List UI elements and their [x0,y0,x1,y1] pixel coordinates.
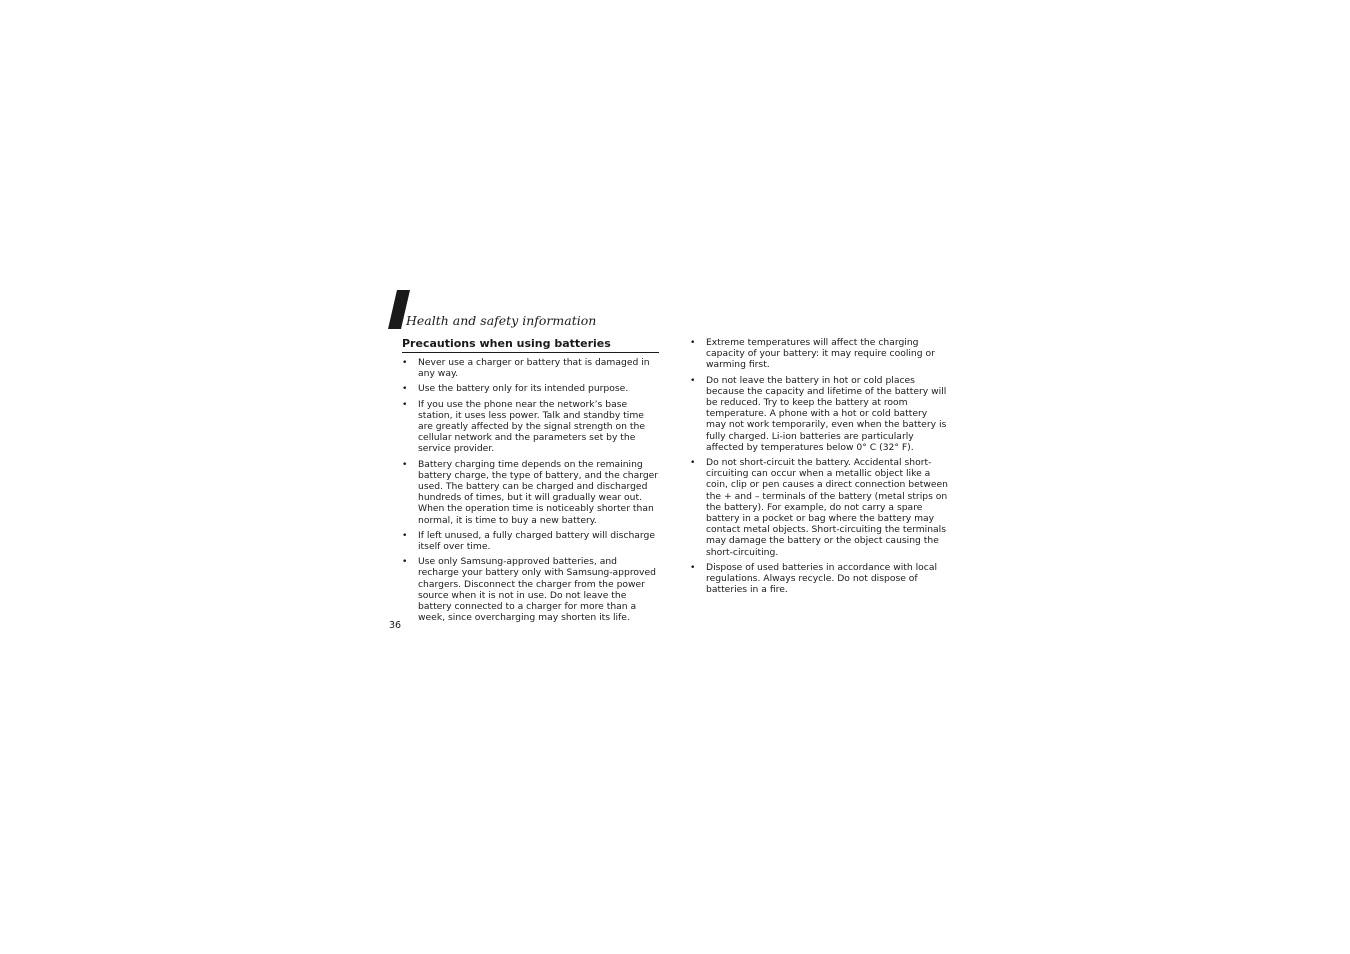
list-item: • Do not leave the battery in hot or cold places because the capacity and lifetime of the battery will be reduced. Try to keep the battery at room temperature. A phone with a hot or cold battery may not work temporarily, even when the battery is fully charged. Li-ion batteries are particularly affected by temperatures below 0° C (32° F). [690,375,948,453]
list-item: • Battery charging time depends on the remaining battery charge, the type of battery, and the charger used. The battery can be charged and discharged hundreds of times, but it will gradually wear out. When the operation time is noticeably shorter than normal, it is time to buy a new battery. [402,459,660,526]
list-item: • Do not short-circuit the battery. Accidental short-circuiting can occur when a metallic object like a coin, clip or pen causes a direct connection between the + and – terminals of the battery (metal strips on the battery). For example, do not carry a spare battery in a pocket or bag where the battery may contact metal objects. Short-circuiting the terminals may damage the battery or the object causing the short-circuiting. [690,457,948,558]
list-item: • Dispose of used batteries in accordance with local regulations. Always recycle. Do not dispose of batteries in a fire. [690,562,948,596]
left-bullet-list [402,357,660,627]
precautions-heading: Precautions when using batteries [402,337,659,353]
right-bullet-list [690,337,948,599]
list-item: • Never use a charger or battery that is damaged in any way. [402,357,660,379]
list-item: • If you use the phone near the network’s base station, it uses less power. Talk and standby time are greatly affected by the signal strength on the cellular network and the parameters set by the service provider. [402,399,660,455]
list-item: • If left unused, a fully charged battery will discharge itself over time. [402,530,660,552]
section-header: Health and safety information [406,313,597,328]
page-number: 36 [389,620,402,631]
list-item: • Use only Samsung-approved batteries, and recharge your battery only with Samsung-approved chargers. Disconnect the charger from the power source when it is not in use. Do not leave the battery connected to a charger for more than a week, since overcharging may shorten its life. [402,556,660,623]
list-item: • Extreme temperatures will affect the charging capacity of your battery: it may require cooling or warming first. [690,337,948,371]
list-item: • Use the battery only for its intended purpose. [402,383,660,394]
